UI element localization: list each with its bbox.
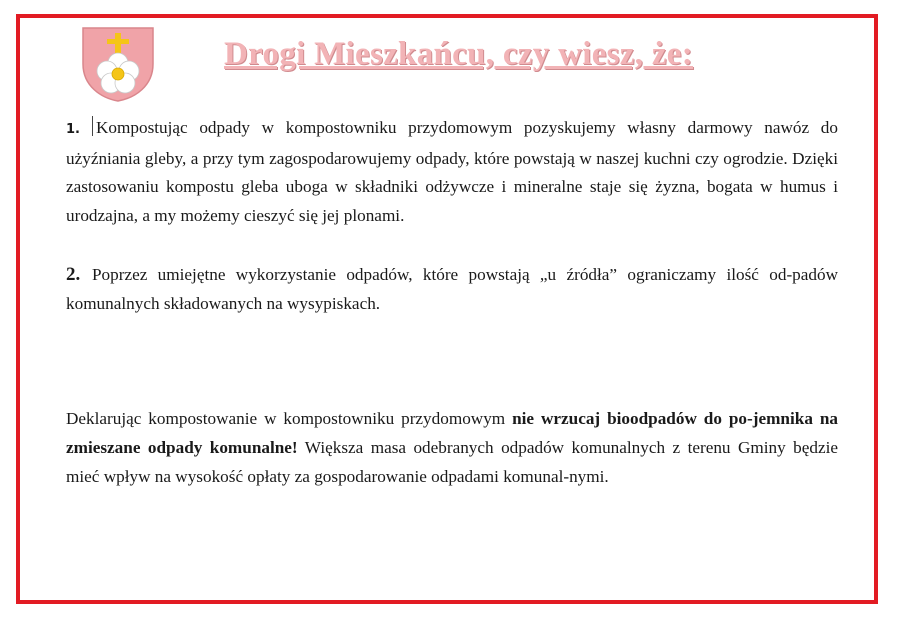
list-item — [66, 114, 838, 230]
list-item — [66, 261, 838, 318]
text-cursor — [92, 116, 93, 136]
list-item-number: 2. — [66, 264, 81, 285]
list-item-number: 1. — [66, 122, 80, 137]
declaration-warning: nie wrzucaj bioodpadów do po-jemnika na zmieszane odpady komunalne! — [66, 409, 838, 457]
declaration-outro: Większa masa odebranych odpadów komunalnych z terenu Gminy będzie mieć wpływ na wysokość opłaty za gospodarowanie odpadami komunal-nymi. — [66, 438, 838, 486]
list-item-text: Poprzez umiejętne wykorzystanie odpadów, które powstają „u źródła” ograniczamy ilość od-padów komunalnych składowanych na wysypiskach. — [66, 265, 838, 313]
page-title: Drogi Mieszkańcu, czy wiesz, że: — [224, 36, 694, 72]
declaration-intro: Deklarując kompostowanie w kompostowniku przydomowym — [66, 409, 513, 428]
coat-of-arms-crest-icon — [79, 24, 157, 102]
list-item-text: Kompostując odpady w kompostowniku przydomowym pozyskujemy własny darmowy nawóz do użyźniania gleby, a przy tym zagospodarowujemy odpady, które powstają w naszej kuchni czy ogrodzie. Dzięki zastosowaniu kompostu gleba uboga w składniki odżywcze i mineralne staje się żyzna, bogata w humus i urodzajna, a my możemy cieszyć się jej plonami. — [66, 118, 838, 225]
declaration-paragraph — [66, 404, 838, 491]
